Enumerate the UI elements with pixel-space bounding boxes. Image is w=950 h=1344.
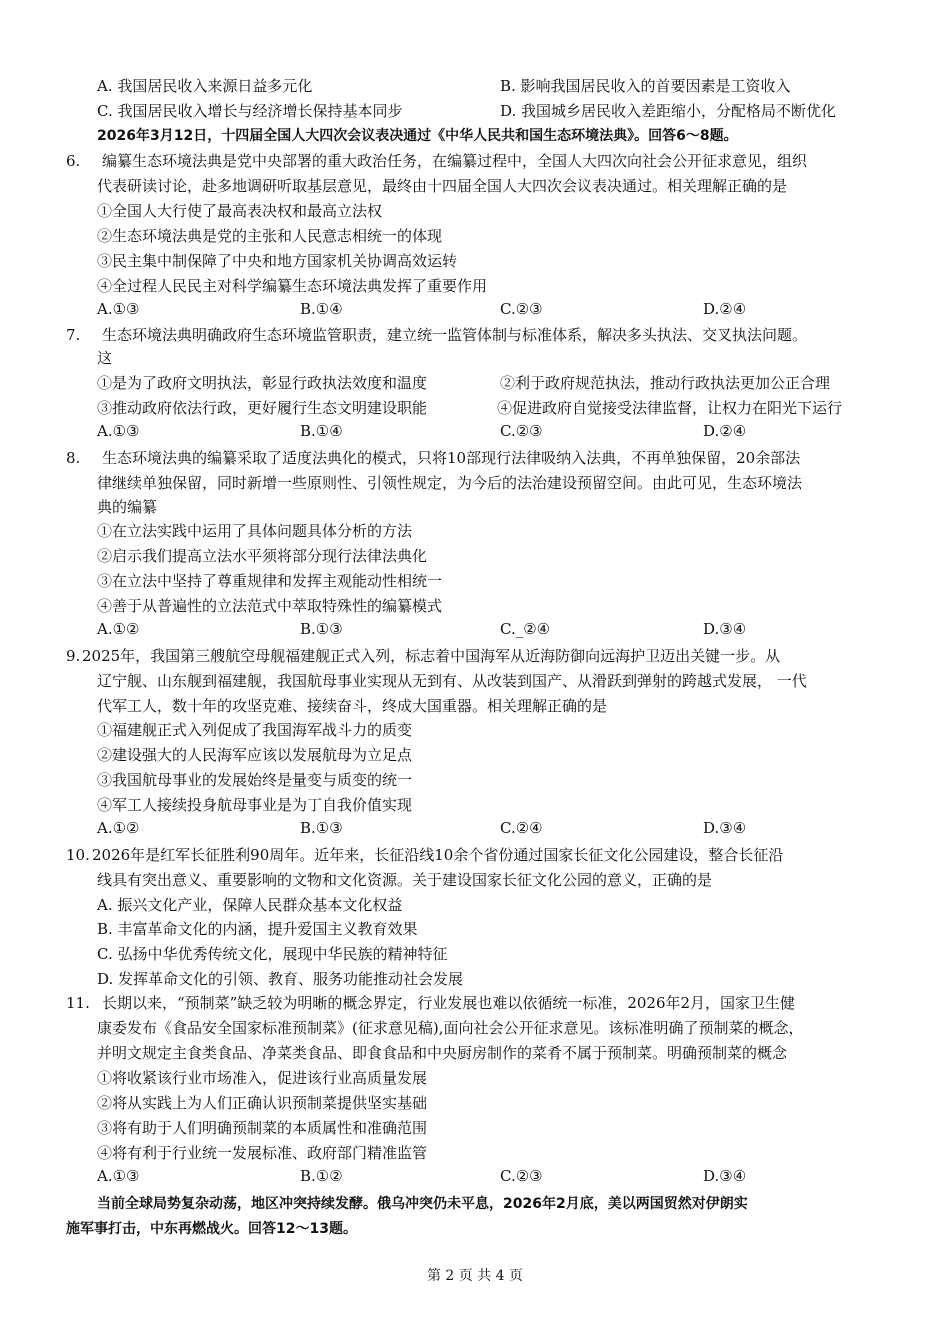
q7-option-d[interactable]: D.②④ [703,422,747,440]
q6-item: ④全过程人民民主对科学编纂生态环境法典发挥了重要作用 [97,277,488,295]
q8-stem-line: 生态环境法典的编纂采取了适度法典化的模式，只将10部现行法律吸纳入法典，不再单独保留，20余部法 [102,449,801,467]
q6-option-d[interactable]: D.②④ [703,300,747,318]
q10-choice-a[interactable]: A. 振兴文化产业，保障人民群众基本文化权益 [97,896,403,914]
q11-number: 11. [66,994,90,1012]
q11-option-b[interactable]: B.①② [300,1167,343,1185]
q9-number: 9. [66,647,81,665]
q8-number: 8. [66,449,81,467]
q7-stem-line: 生态环境法典明确政府生态环境监管职责，建立统一监管体制与标准体系，解决多头执法、交叉执法问题。 [102,326,808,344]
q8-item: ④善于从普遍性的立法范式中萃取特殊性的编纂模式 [97,597,443,615]
q9-option-d[interactable]: D.③④ [703,819,747,837]
q8-option-a[interactable]: A.①② [97,620,140,638]
q11-stem-line: 并明文规定主食类食品、净菜类食品、即食食品和中央厨房制作的菜肴不属于预制菜。明确预制菜的概念 [97,1044,788,1062]
q11-option-c[interactable]: C.②③ [500,1167,543,1185]
q7-item: ④促进政府自觉接受法律监督，让权力在阳光下运行 [497,399,843,417]
q10-stem-line: 2026年是红军长征胜利90周年。近年来，长征沿线10余个省份通过国家长征文化公园建设，整合长征沿 [92,846,784,864]
q6-item: ①全国人大行使了最高表决权和最高立法权 [97,202,383,220]
q6-stem-line: 编纂生态环境法典是党中央部署的重大政治任务，在编纂过程中，全国人大四次向社会公开征求意见，组织 [102,152,808,170]
q9-option-a[interactable]: A.①② [97,819,140,837]
q10-choice-c[interactable]: C. 弘扬中华优秀传统文化，展现中华民族的精神特征 [97,945,448,963]
q9-stem-line: 代军工人，数十年的攻坚克难、接续奋斗，终成大国重器。相关理解正确的是 [97,697,608,715]
q10-number: 10. [66,846,90,864]
q11-item: ①将收紧该行业市场准入，促进该行业高质量发展 [97,1069,428,1087]
q7-item: ①是为了政府文明执法，彰显行政执法效度和温度 [97,374,428,392]
q6-item: ②生态环境法典是党的主张和人民意志相统一的体现 [97,227,443,245]
q10-choice-b[interactable]: B. 丰富革命文化的内涵，提升爱国主义教育效果 [97,920,418,938]
q6-number: 6. [66,152,81,170]
q6-option-b[interactable]: B.①④ [300,300,343,318]
q11-option-a[interactable]: A.①③ [97,1167,140,1185]
q6-item: ③民主集中制保障了中央和地方国家机关协调高效运转 [97,252,458,270]
q8-item: ①在立法实践中运用了具体问题具体分析的方法 [97,522,413,540]
q7-option-c[interactable]: C.②③ [500,422,543,440]
q6-option-c[interactable]: C.②③ [500,300,543,318]
q8-stem-line: 律继续单独保留，同时新增一些原则性、引领性规定，为今后的法治建设预留空间。由此可见，生态环境法 [97,474,803,492]
q8-option-c[interactable]: C._②④ [500,620,551,638]
q7-option-b[interactable]: B.①④ [300,422,343,440]
q7-stem-line: 这 [97,349,113,367]
q10-choice-d[interactable]: D. 发挥革命文化的引领、教育、服务功能推动社会发展 [97,970,464,988]
q8-item: ②启示我们提高立法水平须将部分现行法律法典化 [97,547,428,565]
q8-option-b[interactable]: B.①③ [300,620,343,638]
q8-item: ③在立法中坚持了尊重规律和发挥主观能动性相统一 [97,572,443,590]
intro-12-13: 当前全球局势复杂动荡，地区冲突持续发酵。俄乌冲突仍未平息，2026年2月底，美以两国贸然对伊朗实 [97,1196,748,1212]
q7-item: ③推动政府依法行政，更好履行生态文明建设职能 [97,399,428,417]
q9-item: ①福建舰正式入列促成了我国海军战斗力的质变 [97,721,413,739]
option-b-income: B. 影响我国居民收入的首要因素是工资收入 [500,77,791,95]
intro-6-8: 2026年3月12日，十四届全国人大四次会议表决通过《中华人民共和国生态环境法典》。回答6～8题。 [97,128,738,144]
option-c-income: C. 我国居民收入增长与经济增长保持基本同步 [97,102,403,120]
q11-stem-line: 长期以来，“预制菜”缺乏较为明晰的概念界定，行业发展也难以依循统一标准，2026年2月，国家卫生健 [102,994,796,1012]
q9-item: ④军工人接续投身航母事业是为丁自我价值实现 [97,796,413,814]
q11-stem-line: 康委发布《食品安全国家标准预制菜》(征求意见稿),面向社会公开征求意见。该标准明确了预制菜的概念， [97,1019,804,1037]
q6-option-a[interactable]: A.①③ [97,300,140,318]
q7-item: ②利于政府规范执法，推动行政执法更加公正合理 [500,374,831,392]
q10-stem-line: 线具有突出意义、重要影响的文物和文化资源。关于建设国家长征文化公园的意义，正确的是 [97,871,713,889]
intro-12-13: 施军事打击，中东再燃战火。回答12～13题。 [66,1221,357,1237]
page-number-footer: 第 2 页 共 4 页 [426,1268,524,1284]
q9-stem-line: 辽宁舰、山东舰到福建舰，我国航母事业实现从无到有、从改装到国产、从滑跃到弹射的跨越式发展， 一代 [97,672,807,690]
option-a-income: A. 我国居民收入来源日益多元化 [97,77,313,95]
q9-option-b[interactable]: B.①③ [300,819,343,837]
q9-item: ③我国航母事业的发展始终是量变与质变的统一 [97,771,413,789]
q6-stem-line: 代表研读讨论，赴多地调研听取基层意见，最终由十四届全国人大四次会议表决通过。相关理解正确的是 [97,177,788,195]
q11-option-d[interactable]: D.③④ [703,1167,747,1185]
q9-option-c[interactable]: C.②④ [500,819,543,837]
q7-number: 7. [66,326,81,344]
q8-option-d[interactable]: D.③④ [703,620,747,638]
q11-item: ②将从实践上为人们正确认识预制菜提供坚实基础 [97,1094,428,1112]
q9-stem-line: 2025年，我国第三艘航空母舰福建舰正式入列，标志着中国海军从近海防御向远海护卫迈出关键一步。从 [82,647,781,665]
q11-item: ④将有利于行业统一发展标准、政府部门精准监管 [97,1144,428,1162]
q8-stem-line: 典的编纂 [97,498,158,516]
q7-option-a[interactable]: A.①③ [97,422,140,440]
q9-item: ②建设强大的人民海军应该以发展航母为立足点 [97,746,413,764]
option-d-income: D. 我国城乡居民收入差距缩小，分配格局不断优化 [500,102,837,120]
q11-item: ③将有助于人们明确预制菜的本质属性和准确范围 [97,1119,428,1137]
